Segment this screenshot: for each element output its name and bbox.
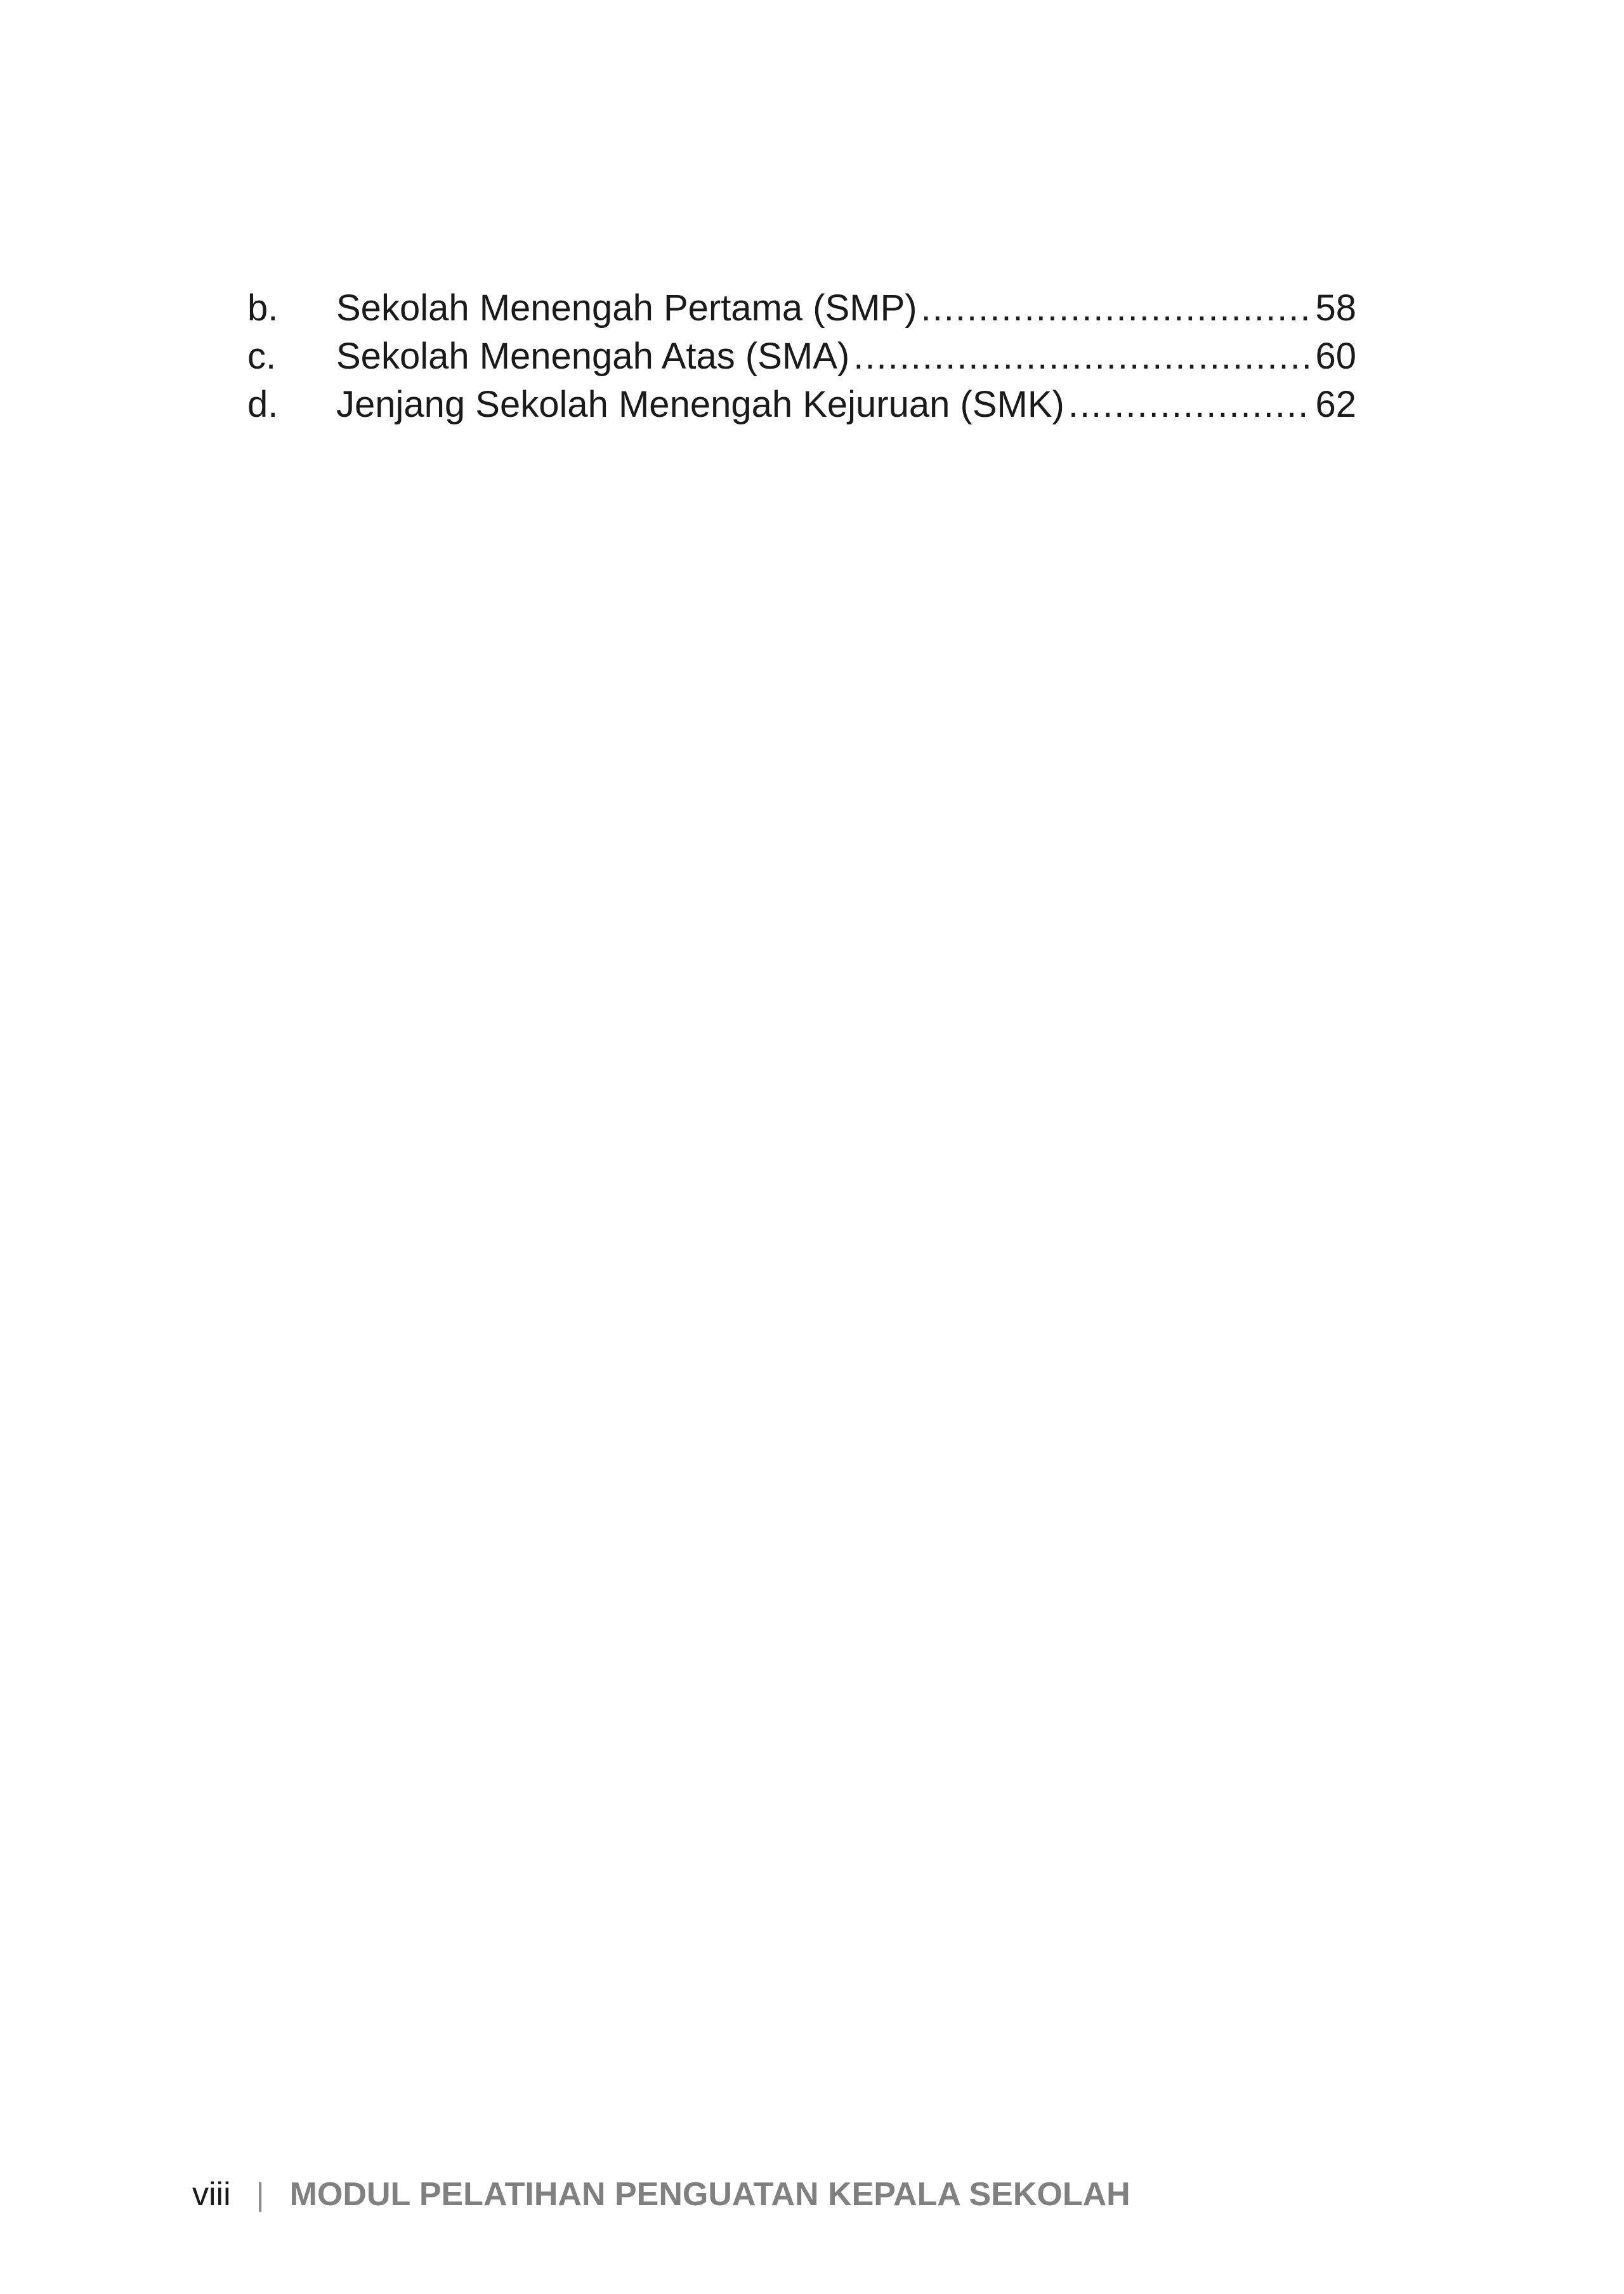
toc-dot-leader bbox=[1068, 381, 1312, 429]
toc-entry-title: Sekolah Menengah Pertama (SMP) bbox=[336, 287, 917, 329]
toc-entry[interactable] bbox=[247, 284, 1356, 332]
page-footer bbox=[192, 2172, 1130, 2217]
toc-entry-letter: c. bbox=[247, 336, 277, 377]
toc-entry-page: 62 bbox=[1315, 384, 1356, 425]
toc-entry-page: 58 bbox=[1315, 287, 1356, 329]
toc-entry[interactable] bbox=[247, 332, 1356, 381]
footer-separator: | bbox=[256, 2177, 265, 2212]
table-of-contents bbox=[247, 284, 1356, 429]
toc-entry-letter: d. bbox=[247, 384, 278, 425]
toc-dot-leader bbox=[853, 332, 1311, 381]
footer-page-number: viii bbox=[192, 2176, 231, 2213]
toc-entry-letter: b. bbox=[247, 287, 278, 329]
toc-entry-title: Sekolah Menengah Atas (SMA) bbox=[336, 336, 850, 377]
footer-title: MODUL PELATIHAN PENGUATAN KEPALA SEKOLAH bbox=[289, 2176, 1130, 2213]
toc-entry-page: 60 bbox=[1315, 336, 1356, 377]
toc-entry[interactable] bbox=[247, 381, 1356, 429]
toc-dot-leader bbox=[921, 284, 1312, 332]
toc-entry-title: Jenjang Sekolah Menengah Kejuruan (SMK) bbox=[336, 384, 1064, 425]
